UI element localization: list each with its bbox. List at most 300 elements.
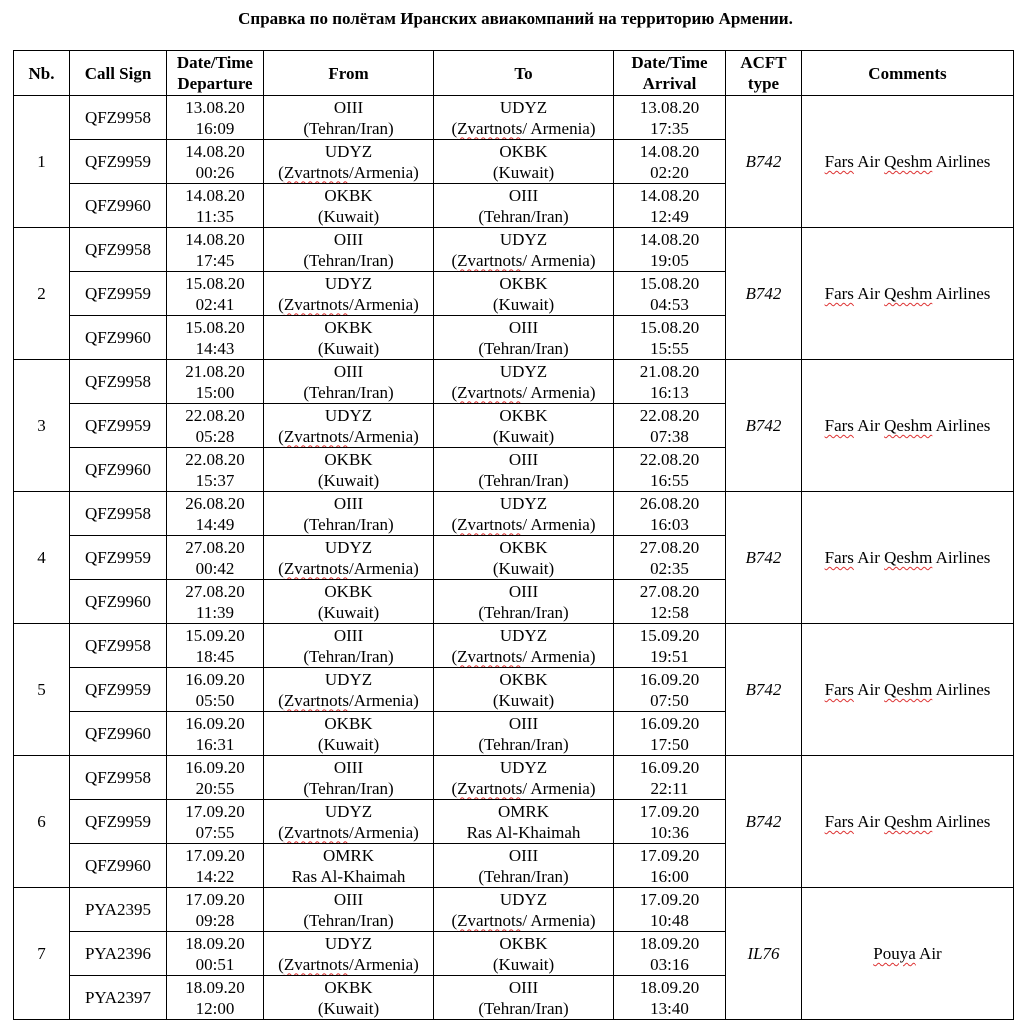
- departure-date: 15.08.20: [185, 273, 245, 293]
- departure-time: 16:09: [195, 118, 235, 138]
- departure-cell: [167, 844, 264, 888]
- from-cell: [264, 448, 434, 492]
- acft-type: B742: [726, 756, 802, 888]
- to-code: OKBK: [499, 273, 548, 293]
- arrival-time: 04:53: [650, 294, 689, 314]
- to-cell: [434, 932, 614, 976]
- arrival-cell: [614, 272, 726, 316]
- departure-date: 16.09.20: [185, 757, 245, 777]
- flights-table: [13, 50, 1014, 1020]
- arrival-date: 18.09.20: [639, 977, 700, 997]
- group-number: 6: [14, 756, 70, 888]
- arrival-time: 17:50: [650, 734, 689, 754]
- from-cell: [264, 360, 434, 404]
- from-place: (Tehran/Iran): [303, 382, 394, 402]
- from-code: OIII: [333, 97, 364, 117]
- departure-date: 18.09.20: [185, 933, 245, 953]
- to-code: UDYZ: [499, 361, 548, 381]
- arrival-cell: [614, 492, 726, 536]
- header-call-sign: Call Sign: [70, 51, 167, 96]
- arrival-time: 16:00: [650, 866, 689, 886]
- to-code: OIII: [508, 845, 539, 865]
- to-cell: [434, 316, 614, 360]
- arrival-date: 16.09.20: [639, 713, 700, 733]
- table-row: [14, 228, 1014, 272]
- arrival-cell: [614, 976, 726, 1020]
- to-place: (Kuwait): [492, 954, 555, 974]
- departure-date: 14.08.20: [185, 185, 245, 205]
- call-sign: QFZ9958: [70, 228, 167, 272]
- comment: Fars Air Qeshm Airlines: [802, 360, 1014, 492]
- table-row: [14, 888, 1014, 932]
- from-cell: [264, 580, 434, 624]
- departure-cell: [167, 272, 264, 316]
- header-departure-line1: Date/Time: [176, 53, 254, 72]
- departure-time: 16:31: [195, 734, 235, 754]
- table-body: [14, 96, 1014, 1020]
- comment: Fars Air Qeshm Airlines: [802, 96, 1014, 228]
- group-number: 3: [14, 360, 70, 492]
- to-place: (Tehran/Iran): [478, 206, 569, 226]
- to-code: OIII: [508, 713, 539, 733]
- to-cell: [434, 272, 614, 316]
- to-place: (Tehran/Iran): [478, 998, 569, 1018]
- departure-cell: [167, 448, 264, 492]
- departure-cell: [167, 140, 264, 184]
- to-code: OIII: [508, 581, 539, 601]
- departure-date: 21.08.20: [185, 361, 245, 381]
- departure-cell: [167, 492, 264, 536]
- arrival-cell: [614, 536, 726, 580]
- header-comments: Comments: [802, 51, 1014, 96]
- departure-date: 16.09.20: [185, 669, 245, 689]
- departure-date: 14.08.20: [185, 141, 245, 161]
- departure-time: 20:55: [195, 778, 235, 798]
- call-sign: QFZ9960: [70, 580, 167, 624]
- departure-cell: [167, 932, 264, 976]
- arrival-cell: [614, 228, 726, 272]
- acft-type: B742: [726, 360, 802, 492]
- departure-time: 17:45: [195, 250, 235, 270]
- from-cell: [264, 228, 434, 272]
- call-sign: QFZ9960: [70, 316, 167, 360]
- departure-time: 07:55: [195, 822, 235, 842]
- departure-time: 14:22: [195, 866, 235, 886]
- arrival-cell: [614, 756, 726, 800]
- arrival-time: 16:55: [650, 470, 689, 490]
- departure-date: 27.08.20: [185, 581, 245, 601]
- departure-date: 15.08.20: [185, 317, 245, 337]
- from-cell: [264, 140, 434, 184]
- arrival-time: 10:36: [650, 822, 689, 842]
- comment: Fars Air Qeshm Airlines: [802, 624, 1014, 756]
- to-code: UDYZ: [499, 625, 548, 645]
- arrival-date: 27.08.20: [639, 581, 700, 601]
- to-code: UDYZ: [499, 229, 548, 249]
- from-cell: [264, 272, 434, 316]
- arrival-cell: [614, 844, 726, 888]
- to-place: Ras Al-Khaimah: [466, 822, 581, 842]
- arrival-date: 18.09.20: [639, 933, 700, 953]
- acft-type: B742: [726, 492, 802, 624]
- call-sign: QFZ9960: [70, 712, 167, 756]
- arrival-cell: [614, 96, 726, 140]
- to-place: (Zvartnots/ Armenia): [451, 646, 596, 666]
- call-sign: QFZ9960: [70, 844, 167, 888]
- group-number: 4: [14, 492, 70, 624]
- arrival-date: 22.08.20: [639, 449, 700, 469]
- arrival-date: 13.08.20: [639, 97, 700, 117]
- from-place: (Kuwait): [317, 206, 380, 226]
- call-sign: QFZ9958: [70, 756, 167, 800]
- arrival-date: 15.08.20: [639, 273, 700, 293]
- call-sign: QFZ9958: [70, 624, 167, 668]
- to-place: (Zvartnots/ Armenia): [451, 778, 596, 798]
- arrival-cell: [614, 448, 726, 492]
- to-place: (Kuwait): [492, 294, 555, 314]
- to-cell: [434, 844, 614, 888]
- departure-time: 11:39: [195, 602, 235, 622]
- departure-cell: [167, 184, 264, 228]
- header-arrival: [614, 51, 726, 96]
- call-sign: QFZ9960: [70, 184, 167, 228]
- group-number: 2: [14, 228, 70, 360]
- header-from: From: [264, 51, 434, 96]
- arrival-time: 16:13: [650, 382, 689, 402]
- to-cell: [434, 140, 614, 184]
- table-row: [14, 492, 1014, 536]
- from-code: UDYZ: [324, 405, 373, 425]
- group-number: 5: [14, 624, 70, 756]
- departure-date: 17.09.20: [185, 845, 245, 865]
- to-place: (Kuwait): [492, 690, 555, 710]
- arrival-cell: [614, 184, 726, 228]
- call-sign: QFZ9959: [70, 272, 167, 316]
- comment: Fars Air Qeshm Airlines: [802, 756, 1014, 888]
- to-place: (Tehran/Iran): [478, 338, 569, 358]
- from-place: (Zvartnots/Armenia): [278, 162, 419, 182]
- from-code: OMRK: [322, 845, 374, 865]
- arrival-date: 21.08.20: [639, 361, 700, 381]
- departure-cell: [167, 360, 264, 404]
- group-number: 1: [14, 96, 70, 228]
- from-cell: [264, 932, 434, 976]
- header-departure-line2: Departure: [177, 74, 253, 93]
- from-place: (Tehran/Iran): [303, 910, 394, 930]
- to-cell: [434, 800, 614, 844]
- arrival-cell: [614, 668, 726, 712]
- call-sign: QFZ9959: [70, 800, 167, 844]
- from-place: (Zvartnots/Armenia): [278, 954, 419, 974]
- from-place: (Kuwait): [317, 470, 380, 490]
- from-code: OIII: [333, 229, 364, 249]
- call-sign: PYA2395: [70, 888, 167, 932]
- arrival-date: 17.09.20: [639, 889, 700, 909]
- to-cell: [434, 580, 614, 624]
- from-code: OKBK: [324, 581, 373, 601]
- to-code: UDYZ: [499, 757, 548, 777]
- to-cell: [434, 492, 614, 536]
- header-to: To: [434, 51, 614, 96]
- arrival-date: 17.09.20: [639, 845, 700, 865]
- departure-cell: [167, 228, 264, 272]
- departure-cell: [167, 800, 264, 844]
- departure-cell: [167, 96, 264, 140]
- departure-time: 02:41: [195, 294, 235, 314]
- from-place: (Kuwait): [317, 998, 380, 1018]
- from-cell: [264, 96, 434, 140]
- call-sign: QFZ9959: [70, 404, 167, 448]
- to-cell: [434, 96, 614, 140]
- departure-cell: [167, 712, 264, 756]
- from-cell: [264, 624, 434, 668]
- to-cell: [434, 360, 614, 404]
- to-place: (Tehran/Iran): [478, 470, 569, 490]
- to-code: OKBK: [499, 669, 548, 689]
- arrival-time: 02:35: [650, 558, 689, 578]
- from-code: UDYZ: [324, 933, 373, 953]
- to-place: (Zvartnots/ Armenia): [451, 250, 596, 270]
- arrival-date: 16.09.20: [639, 757, 700, 777]
- from-cell: [264, 800, 434, 844]
- departure-date: 13.08.20: [185, 97, 245, 117]
- from-place: (Zvartnots/Armenia): [278, 558, 419, 578]
- arrival-time: 03:16: [650, 954, 689, 974]
- arrival-date: 14.08.20: [639, 185, 700, 205]
- arrival-date: 17.09.20: [639, 801, 700, 821]
- departure-date: 16.09.20: [185, 713, 245, 733]
- arrival-cell: [614, 404, 726, 448]
- from-place: (Kuwait): [317, 338, 380, 358]
- from-code: UDYZ: [324, 141, 373, 161]
- arrival-cell: [614, 316, 726, 360]
- from-code: OIII: [333, 625, 364, 645]
- to-code: UDYZ: [499, 493, 548, 513]
- from-code: UDYZ: [324, 669, 373, 689]
- from-cell: [264, 492, 434, 536]
- document-title: Справка по полётам Иранских авиакомпаний на территорию Армении.: [238, 9, 793, 28]
- to-cell: [434, 888, 614, 932]
- departure-time: 18:45: [195, 646, 235, 666]
- comment: Pouya Air: [802, 888, 1014, 1020]
- arrival-date: 22.08.20: [639, 405, 700, 425]
- acft-type: IL76: [726, 888, 802, 1020]
- from-cell: [264, 184, 434, 228]
- departure-time: 00:42: [195, 558, 235, 578]
- arrival-time: 19:51: [650, 646, 689, 666]
- arrival-date: 15.09.20: [639, 625, 700, 645]
- to-code: UDYZ: [499, 889, 548, 909]
- to-cell: [434, 976, 614, 1020]
- departure-cell: [167, 404, 264, 448]
- departure-time: 05:50: [195, 690, 235, 710]
- call-sign: QFZ9960: [70, 448, 167, 492]
- comment: Fars Air Qeshm Airlines: [802, 228, 1014, 360]
- arrival-time: 16:03: [650, 514, 689, 534]
- from-code: UDYZ: [324, 273, 373, 293]
- departure-date: 22.08.20: [185, 405, 245, 425]
- from-place: (Tehran/Iran): [303, 514, 394, 534]
- departure-time: 00:26: [195, 162, 235, 182]
- departure-cell: [167, 888, 264, 932]
- from-cell: [264, 844, 434, 888]
- arrival-time: 13:40: [650, 998, 689, 1018]
- departure-time: 12:00: [195, 998, 235, 1018]
- to-place: (Tehran/Iran): [478, 602, 569, 622]
- arrival-time: 17:35: [650, 118, 689, 138]
- to-code: OIII: [508, 317, 539, 337]
- to-code: OIII: [508, 185, 539, 205]
- from-code: OKBK: [324, 185, 373, 205]
- arrival-date: 27.08.20: [639, 537, 700, 557]
- header-departure: [167, 51, 264, 96]
- acft-type: B742: [726, 624, 802, 756]
- departure-cell: [167, 756, 264, 800]
- to-code: OIII: [508, 449, 539, 469]
- from-place: (Kuwait): [317, 602, 380, 622]
- arrival-cell: [614, 800, 726, 844]
- call-sign: PYA2397: [70, 976, 167, 1020]
- to-code: OKBK: [499, 405, 548, 425]
- departure-time: 15:00: [195, 382, 235, 402]
- arrival-cell: [614, 932, 726, 976]
- from-code: OIII: [333, 889, 364, 909]
- to-cell: [434, 448, 614, 492]
- from-cell: [264, 536, 434, 580]
- acft-type: B742: [726, 228, 802, 360]
- to-cell: [434, 712, 614, 756]
- header-nb: Nb.: [14, 51, 70, 96]
- departure-date: 26.08.20: [185, 493, 245, 513]
- call-sign: QFZ9959: [70, 668, 167, 712]
- to-place: (Kuwait): [492, 162, 555, 182]
- from-code: OIII: [333, 757, 364, 777]
- departure-cell: [167, 976, 264, 1020]
- to-cell: [434, 624, 614, 668]
- call-sign: QFZ9958: [70, 96, 167, 140]
- departure-date: 17.09.20: [185, 889, 245, 909]
- departure-time: 11:35: [195, 206, 235, 226]
- to-code: OKBK: [499, 141, 548, 161]
- call-sign: QFZ9959: [70, 536, 167, 580]
- departure-time: 15:37: [195, 470, 235, 490]
- to-cell: [434, 536, 614, 580]
- to-cell: [434, 404, 614, 448]
- arrival-time: 02:20: [650, 162, 689, 182]
- arrival-cell: [614, 712, 726, 756]
- arrival-date: 15.08.20: [639, 317, 700, 337]
- header-acft-line1: ACFT: [740, 53, 787, 72]
- to-place: (Zvartnots/ Armenia): [451, 514, 596, 534]
- from-code: OKBK: [324, 977, 373, 997]
- from-place: (Zvartnots/Armenia): [278, 690, 419, 710]
- arrival-time: 10:48: [650, 910, 689, 930]
- from-place: (Tehran/Iran): [303, 118, 394, 138]
- from-code: UDYZ: [324, 801, 373, 821]
- group-number: 7: [14, 888, 70, 1020]
- from-place: (Tehran/Iran): [303, 646, 394, 666]
- table-row: [14, 96, 1014, 140]
- to-place: (Zvartnots/ Armenia): [451, 118, 596, 138]
- arrival-cell: [614, 360, 726, 404]
- arrival-date: 26.08.20: [639, 493, 700, 513]
- from-place: (Zvartnots/Armenia): [278, 822, 419, 842]
- departure-time: 14:43: [195, 338, 235, 358]
- to-cell: [434, 184, 614, 228]
- arrival-time: 15:55: [650, 338, 689, 358]
- call-sign: QFZ9958: [70, 360, 167, 404]
- from-code: OKBK: [324, 317, 373, 337]
- from-place: (Tehran/Iran): [303, 778, 394, 798]
- header-acft-type: [726, 51, 802, 96]
- from-place: (Tehran/Iran): [303, 250, 394, 270]
- header-arrival-line2: Arrival: [642, 74, 697, 93]
- departure-date: 22.08.20: [185, 449, 245, 469]
- from-place: (Kuwait): [317, 734, 380, 754]
- from-code: UDYZ: [324, 537, 373, 557]
- to-place: (Kuwait): [492, 426, 555, 446]
- from-code: OIII: [333, 493, 364, 513]
- from-cell: [264, 316, 434, 360]
- departure-time: 09:28: [195, 910, 235, 930]
- to-place: (Zvartnots/ Armenia): [451, 910, 596, 930]
- departure-cell: [167, 316, 264, 360]
- to-place: (Tehran/Iran): [478, 734, 569, 754]
- departure-date: 14.08.20: [185, 229, 245, 249]
- to-cell: [434, 756, 614, 800]
- header-row: [14, 51, 1014, 96]
- call-sign: QFZ9959: [70, 140, 167, 184]
- from-cell: [264, 712, 434, 756]
- from-place: Ras Al-Khaimah: [291, 866, 406, 886]
- to-code: OKBK: [499, 537, 548, 557]
- to-cell: [434, 228, 614, 272]
- to-code: OMRK: [497, 801, 549, 821]
- arrival-cell: [614, 580, 726, 624]
- departure-time: 14:49: [195, 514, 235, 534]
- departure-cell: [167, 668, 264, 712]
- arrival-cell: [614, 888, 726, 932]
- call-sign: QFZ9958: [70, 492, 167, 536]
- from-cell: [264, 404, 434, 448]
- arrival-time: 19:05: [650, 250, 689, 270]
- from-place: (Zvartnots/Armenia): [278, 426, 419, 446]
- table-row: [14, 360, 1014, 404]
- arrival-date: 14.08.20: [639, 229, 700, 249]
- from-cell: [264, 888, 434, 932]
- to-place: (Tehran/Iran): [478, 866, 569, 886]
- departure-cell: [167, 536, 264, 580]
- arrival-cell: [614, 140, 726, 184]
- from-code: OKBK: [324, 713, 373, 733]
- departure-date: 27.08.20: [185, 537, 245, 557]
- departure-time: 05:28: [195, 426, 235, 446]
- departure-date: 15.09.20: [185, 625, 245, 645]
- from-place: (Zvartnots/Armenia): [278, 294, 419, 314]
- departure-time: 00:51: [195, 954, 235, 974]
- arrival-cell: [614, 624, 726, 668]
- departure-cell: [167, 624, 264, 668]
- table-row: [14, 756, 1014, 800]
- departure-date: 18.09.20: [185, 977, 245, 997]
- from-cell: [264, 756, 434, 800]
- call-sign: PYA2396: [70, 932, 167, 976]
- header-acft-line2: type: [747, 74, 780, 93]
- arrival-date: 14.08.20: [639, 141, 700, 161]
- from-cell: [264, 668, 434, 712]
- to-place: (Zvartnots/ Armenia): [451, 382, 596, 402]
- arrival-date: 16.09.20: [639, 669, 700, 689]
